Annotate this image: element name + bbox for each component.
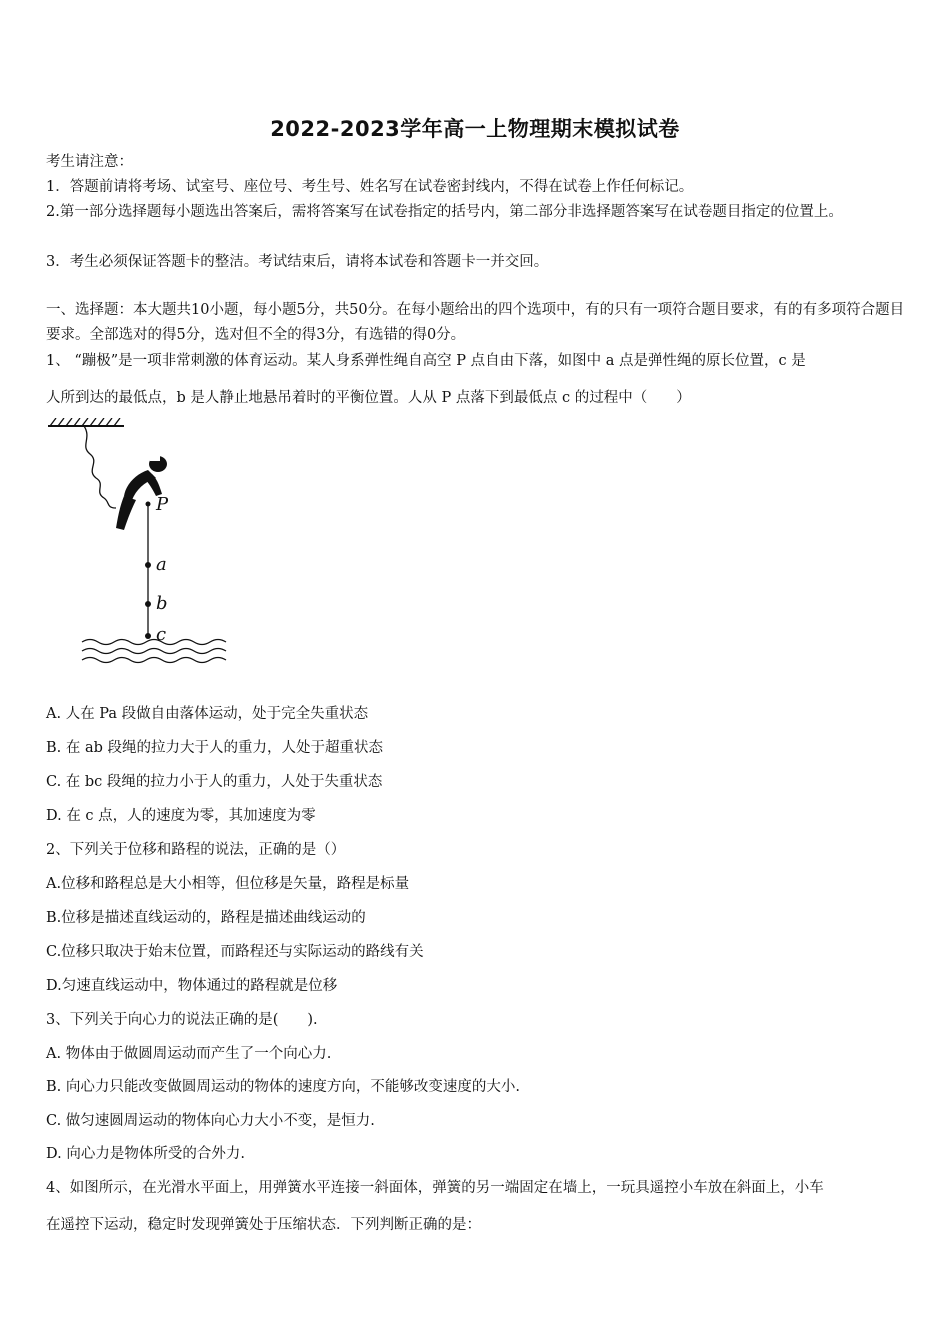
notice-item-2: 2.第一部分选择题每小题选出答案后，需将答案写在试卷指定的括号内，第二部分非选择题答案写在试卷题目指定的位置上。 xyxy=(46,204,843,220)
point-b xyxy=(145,601,151,607)
water-waves xyxy=(82,640,226,663)
label-b: b xyxy=(156,593,168,614)
notice-item-1: 1．答题前请将考场、试室号、座位号、考生号、姓名写在试卷密封线内，不得在试卷上作任何标记。 xyxy=(46,179,694,195)
section-heading: 一、选择题：本大题共10小题，每小题5分，共50分。在每小题给出的四个选项中，有的只有一项符合题目要求，有的有多项符合题目要求。全部选对的得5分，选对但不全的得3分，有选错的得0分。 xyxy=(46,302,905,343)
jumper-icon xyxy=(116,456,167,530)
q1-stem-line1: 1、 “蹦极”是一项非常刺激的体育运动。某人身系弹性绳自高空 P 点自由下落，如图中 a 点是弹性绳的原长位置，c 是 xyxy=(46,353,806,369)
point-c xyxy=(145,633,151,639)
q3-stem: 3、下列关于向心力的说法正确的是( ). xyxy=(46,1012,318,1028)
q2-stem: 2、下列关于位移和路程的说法，正确的是（） xyxy=(46,842,346,858)
q1-option-a: A. 人在 Pa 段做自由落体运动，处于完全失重状态 xyxy=(46,706,369,722)
q1-option-c: C. 在 bc 段绳的拉力小于人的重力，人处于失重状态 xyxy=(46,774,383,790)
q2-option-b: B.位移是描述直线运动的，路程是描述曲线运动的 xyxy=(46,910,366,926)
q3-option-a: A. 物体由于做圆周运动而产生了一个向心力. xyxy=(46,1046,332,1062)
q3-option-c: C. 做匀速圆周运动的物体向心力大小不变，是恒力. xyxy=(46,1113,375,1129)
q4-stem-line2: 在遥控下运动，稳定时发现弹簧处于压缩状态．下列判断正确的是： xyxy=(46,1217,481,1233)
point-a xyxy=(145,562,151,568)
q2-option-d: D.匀速直线运动中，物体通过的路程就是位移 xyxy=(46,978,338,994)
q1-option-d: D. 在 c 点，人的速度为零，其加速度为零 xyxy=(46,808,316,824)
label-p: P xyxy=(156,494,169,515)
q1-stem-line2: 人所到达的最低点，b 是人静止地悬吊着时的平衡位置。人从 P 点落下到最低点 c 的过程中（ ） xyxy=(46,390,691,406)
notice-item-3: 3．考生必须保证答题卡的整洁。考试结束后，请将本试卷和答题卡一并交回。 xyxy=(46,254,549,270)
q3-option-b: B. 向心力只能改变做圆周运动的物体的速度方向，不能够改变速度的大小. xyxy=(46,1079,520,1095)
q3-option-d: D. 向心力是物体所受的合外力. xyxy=(46,1146,245,1162)
point-p xyxy=(146,502,151,507)
q1-option-b: B. 在 ab 段绳的拉力大于人的重力，人处于超重状态 xyxy=(46,740,384,756)
bungee-figure xyxy=(40,418,240,678)
q4-stem-line1: 4、如图所示，在光滑水平面上，用弹簧水平连接一斜面体，弹簧的另一端固定在墙上，一玩具遥控小车放在斜面上，小车 xyxy=(46,1180,824,1196)
label-c: c xyxy=(156,624,167,645)
q2-option-c: C.位移只取决于始末位置，而路程还与实际运动的路线有关 xyxy=(46,944,424,960)
elastic-cord xyxy=(84,426,116,508)
q2-option-a: A.位移和路程总是大小相等，但位移是矢量，路程是标量 xyxy=(46,876,410,892)
page-title: 2022-2023学年高一上物理期末模拟试卷 xyxy=(270,117,680,141)
notice-heading: 考生请注意： xyxy=(46,154,133,170)
label-a: a xyxy=(156,554,167,575)
